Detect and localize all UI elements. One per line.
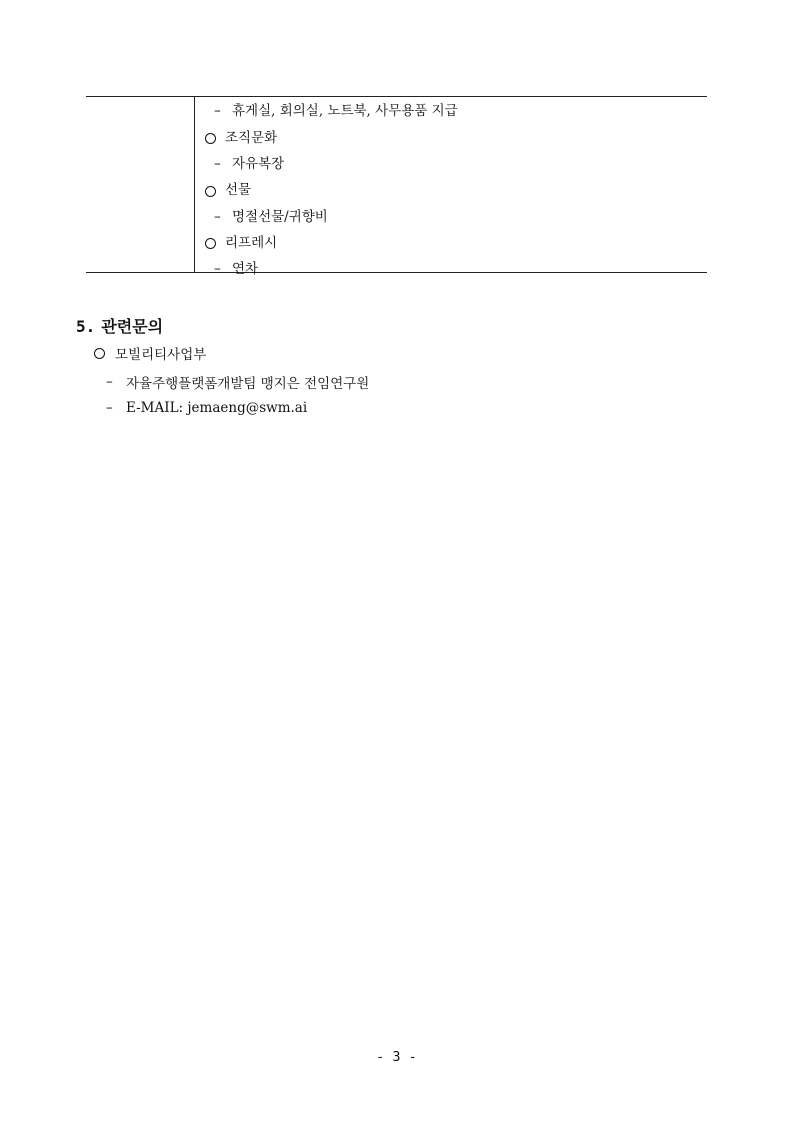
table-category-cell <box>86 97 195 272</box>
dash-bullet: – <box>106 374 113 390</box>
page-number: - 3 - <box>376 1049 417 1065</box>
circle-bullet-icon <box>205 133 216 144</box>
circle-bullet-icon <box>205 186 216 197</box>
table-detail-cell <box>196 97 707 278</box>
circle-bullet-icon <box>94 348 105 359</box>
list-item <box>196 204 707 230</box>
dash-bullet: – <box>214 208 221 225</box>
contact-line <box>106 372 369 392</box>
list-item-text: 휴게실, 회의실, 노트북, 사무용품 지급 <box>232 103 458 120</box>
contact-text: 자율주행플랫폼개발팀 맹지은 전임연구원 <box>126 376 370 392</box>
list-item-text: 조직문화 <box>225 129 278 146</box>
dash-bullet: – <box>214 261 221 278</box>
circle-bullet-icon <box>205 238 216 249</box>
list-item-text: 자유복장 <box>232 155 285 172</box>
section-number: 5. <box>76 317 96 336</box>
list-item <box>196 99 707 125</box>
email-line <box>106 400 307 416</box>
dash-bullet: – <box>214 103 221 120</box>
list-item <box>196 152 707 178</box>
list-item <box>196 125 707 151</box>
list-item <box>196 178 707 204</box>
department-text: 모빌리티사업부 <box>115 347 207 363</box>
list-item-text: 명절선물/귀향비 <box>232 208 328 225</box>
list-item-text: 선물 <box>225 182 252 199</box>
list-item <box>196 257 707 283</box>
list-item-text: 연차 <box>232 261 259 278</box>
section-heading <box>76 314 163 337</box>
department-line <box>94 343 206 363</box>
section-title-text: 관련문의 <box>101 317 164 336</box>
benefits-table <box>86 96 707 278</box>
list-item <box>196 230 707 256</box>
dash-bullet: – <box>106 400 113 416</box>
list-item-text: 리프레시 <box>225 234 278 251</box>
dash-bullet: – <box>214 155 221 172</box>
email-text: E-MAIL: jemaeng@swm.ai <box>126 400 308 416</box>
